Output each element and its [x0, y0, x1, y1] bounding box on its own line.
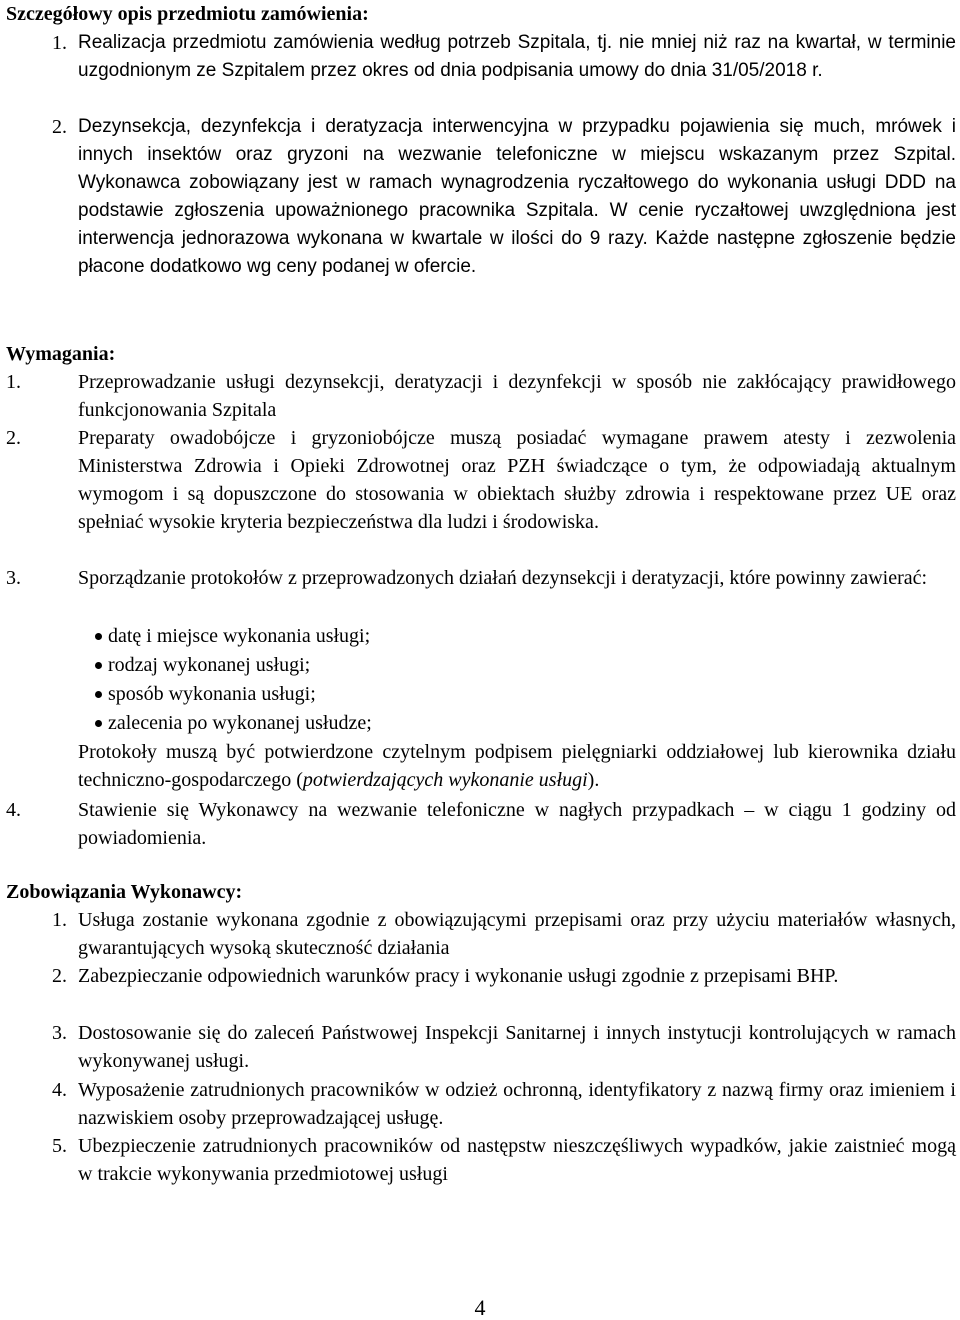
item-number: 5.	[52, 1135, 67, 1157]
item-text: Przeprowadzanie usługi dezynsekcji, deratyzacji i dezynfekcji w sposób nie zakłócający prawidłowego funkcjonowania Szpitala	[78, 371, 956, 421]
item-number: 2.	[52, 116, 67, 138]
item-number: 4.	[6, 799, 21, 821]
item-text: Wyposażenie zatrudnionych pracowników w odzież ochronną, identyfikatory z nazwą firmy oraz imieniem i nazwiskiem osoby przeprowadzającej usługę.	[78, 1079, 956, 1129]
item-text: Dezynsekcja, dezynfekcja i deratyzacja interwencyjna w przypadku pojawienia się much, mrówek i innych insektów oraz gryzoni na wezwanie telefoniczne w miejscu wskazanym przez Szpital. Wykonawca zobowiązany jest w ramach wynagrodzenia ryczałtowego do wykonania usługi DDD na podstawie zgłoszenia upoważnionego pracownika Szpitala. W cenie ryczałtowej uwzględniona jest interwencja jednorazowa wykonana w kwartale w ilości do 9 razy. Każde następne zgłoszenie będzie płacone dodatkowo wg ceny podanej w ofercie.	[78, 116, 956, 277]
section-heading-przedmiot: Szczegółowy opis przedmiotu zamówienia:	[6, 3, 369, 25]
bullet-item: datę i miejsce wykonania usługi;	[108, 622, 960, 650]
bullet-dot-icon	[95, 720, 102, 727]
item-number: 1.	[52, 32, 67, 54]
bullet-item: sposób wykonania usługi;	[108, 680, 960, 708]
item-text: Realizacja przedmiotu zamówienia według potrzeb Szpitala, tj. nie mniej niż raz na kwartał, w terminie uzgodnionym ze Szpitalem przez okres od dnia podpisania umowy do dnia 31/05/2018 r.	[78, 32, 956, 81]
item-text: Usługa zostanie wykonana zgodnie z obowiązującymi przepisami oraz przy użyciu materiałów własnych, gwarantujących wysoką skuteczność działania	[78, 909, 956, 959]
bullet-item: rodzaj wykonanej usługi;	[108, 651, 960, 679]
item-number: 1.	[52, 909, 67, 931]
item-number: 3.	[6, 567, 21, 589]
bullet-dot-icon	[95, 633, 102, 640]
item-number: 1.	[6, 371, 21, 393]
item-text: Preparaty owadobójcze i gryzoniobójcze muszą posiadać wymagane prawem atesty i zezwolenia Ministerstwa Zdrowia i Opieki Zdrowotnej oraz PZH świadczące o tym, że odpowiadają aktualnym wymogom i są dopuszczone do stosowania w obiektach służby zdrowia i respektowane przez UE oraz spełniać wysokie kryteria bezpieczeństwa dla ludzi i środowiska.	[78, 427, 956, 533]
item-number: 3.	[52, 1022, 67, 1044]
item-number: 4.	[52, 1079, 67, 1101]
section-heading-wymagania: Wymagania:	[6, 343, 116, 365]
section-heading-zobowiazania: Zobowiązania Wykonawcy:	[6, 881, 243, 903]
item-text: Ubezpieczenie zatrudnionych pracowników od następstw nieszczęśliwych wypadków, jakie zaistnieć mogą w trakcie wykonywania przedmiotowej usługi	[78, 1135, 956, 1185]
bullet-dot-icon	[95, 691, 102, 698]
item-text: Dostosowanie się do zaleceń Państwowej Inspekcji Sanitarnej i innych instytucji kontrolujących w ramach wykonywanej usługi.	[78, 1022, 956, 1072]
item-number: 2.	[6, 427, 21, 449]
item-number: 2.	[52, 965, 67, 987]
page-number: 4	[474, 1295, 486, 1320]
bullet-dot-icon	[95, 662, 102, 669]
bullet-item: zalecenia po wykonanej usłudze;	[108, 709, 960, 737]
item-text: Stawienie się Wykonawcy na wezwanie telefoniczne w nagłych przypadkach – w ciągu 1 godziny od powiadomienia.	[78, 799, 956, 849]
protocol-note: Protokoły muszą być potwierdzone czytelnym podpisem pielęgniarki oddziałowej lub kierownika działu techniczno-gospodarczego (potwierdzających wykonanie usługi).	[78, 741, 956, 791]
item-text: Sporządzanie protokołów z przeprowadzonych działań dezynsekcji i deratyzacji, które powinny zawierać:	[78, 567, 928, 589]
item-text: Zabezpieczanie odpowiednich warunków pracy i wykonanie usługi zgodnie z przepisami BHP.	[78, 965, 839, 987]
